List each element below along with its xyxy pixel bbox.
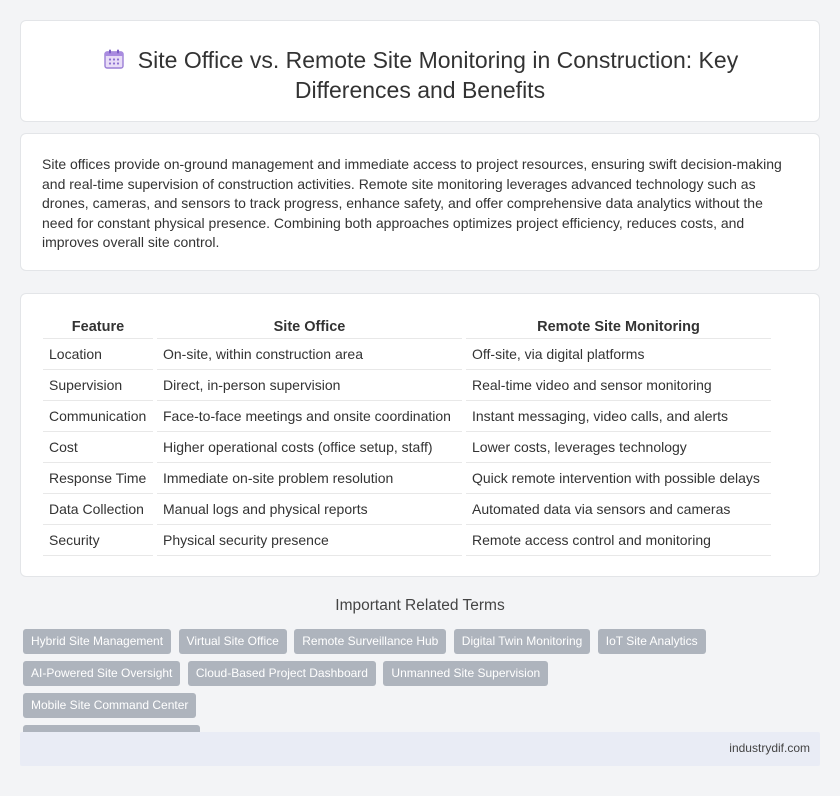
intro-card: [20, 133, 820, 271]
term-chip[interactable]: Unmanned Site Supervision: [383, 661, 548, 686]
footer-bar: [20, 732, 820, 766]
term-chip[interactable]: Hybrid Site Management: [23, 629, 171, 654]
cell-feature: Data Collection: [43, 493, 153, 524]
cell-site-office: On-site, within construction area: [157, 338, 462, 369]
cell-feature: Response Time: [43, 462, 153, 493]
term-chip[interactable]: Digital Twin Monitoring: [454, 629, 591, 654]
calendar-icon: [102, 47, 126, 71]
title-line-1: Site Office vs. Remote Site Monitoring in Construction: Key: [137, 47, 739, 73]
cell-feature: Supervision: [43, 369, 153, 400]
cell-feature: Cost: [43, 431, 153, 462]
term-chip[interactable]: IoT Site Analytics: [598, 629, 706, 654]
table-header-row: [43, 314, 771, 338]
title-card: [20, 20, 820, 122]
cell-feature: Location: [43, 338, 153, 369]
term-chip[interactable]: Remote Surveillance Hub: [294, 629, 446, 654]
header-feature: Feature: [43, 314, 153, 338]
term-chip[interactable]: AI-Powered Site Oversight: [23, 661, 180, 686]
table-row: [43, 369, 771, 400]
term-chip[interactable]: Cloud-Based Project Dashboard: [188, 661, 376, 686]
cell-site-office: Direct, in-person supervision: [157, 369, 462, 400]
cell-remote: Automated data via sensors and cameras: [466, 493, 771, 524]
table-row: [43, 524, 771, 555]
table-row: [43, 400, 771, 431]
cell-site-office: Face-to-face meetings and onsite coordination: [157, 400, 462, 431]
table-row: [43, 431, 771, 462]
table-row: [43, 462, 771, 493]
cell-site-office: Physical security presence: [157, 524, 462, 555]
table-row: [43, 493, 771, 524]
comparison-card: [20, 293, 820, 577]
cell-feature: Communication: [43, 400, 153, 431]
related-terms-title: Important Related Terms: [335, 597, 505, 614]
cell-remote: Instant messaging, video calls, and alerts: [466, 400, 771, 431]
cell-site-office: Manual logs and physical reports: [157, 493, 462, 524]
cell-remote: Lower costs, leverages technology: [466, 431, 771, 462]
comparison-table: [43, 314, 771, 556]
cell-feature: Security: [43, 524, 153, 555]
footer-source[interactable]: industrydif.com: [729, 741, 810, 755]
intro-paragraph: Site offices provide on-ground management and immediate access to project resources, ensuring swift decision-making and real-time supervision of construction activities. Remote site monitoring leverages advanced technology such as drones, cameras, and sensors to track progress, enhance safety, and offer comprehensive data analytics without the need for constant physical presence. Combining both approaches optimizes project efficiency, reduces costs, and improves overall site control.: [42, 156, 782, 251]
term-chip[interactable]: Virtual Site Office: [179, 629, 287, 654]
title-line-2: Differences and Benefits: [294, 77, 546, 103]
term-chip[interactable]: Mobile Site Command Center: [23, 693, 196, 718]
cell-remote: Real-time video and sensor monitoring: [466, 369, 771, 400]
cell-site-office: Higher operational costs (office setup, staff): [157, 431, 462, 462]
cell-remote: Off-site, via digital platforms: [466, 338, 771, 369]
page-title: [21, 45, 819, 105]
header-site-office: Site Office: [157, 314, 462, 338]
cell-remote: Remote access control and monitoring: [466, 524, 771, 555]
cell-site-office: Immediate on-site problem resolution: [157, 462, 462, 493]
header-remote-monitoring: Remote Site Monitoring: [466, 314, 771, 338]
cell-remote: Quick remote intervention with possible delays: [466, 462, 771, 493]
table-row: [43, 338, 771, 369]
